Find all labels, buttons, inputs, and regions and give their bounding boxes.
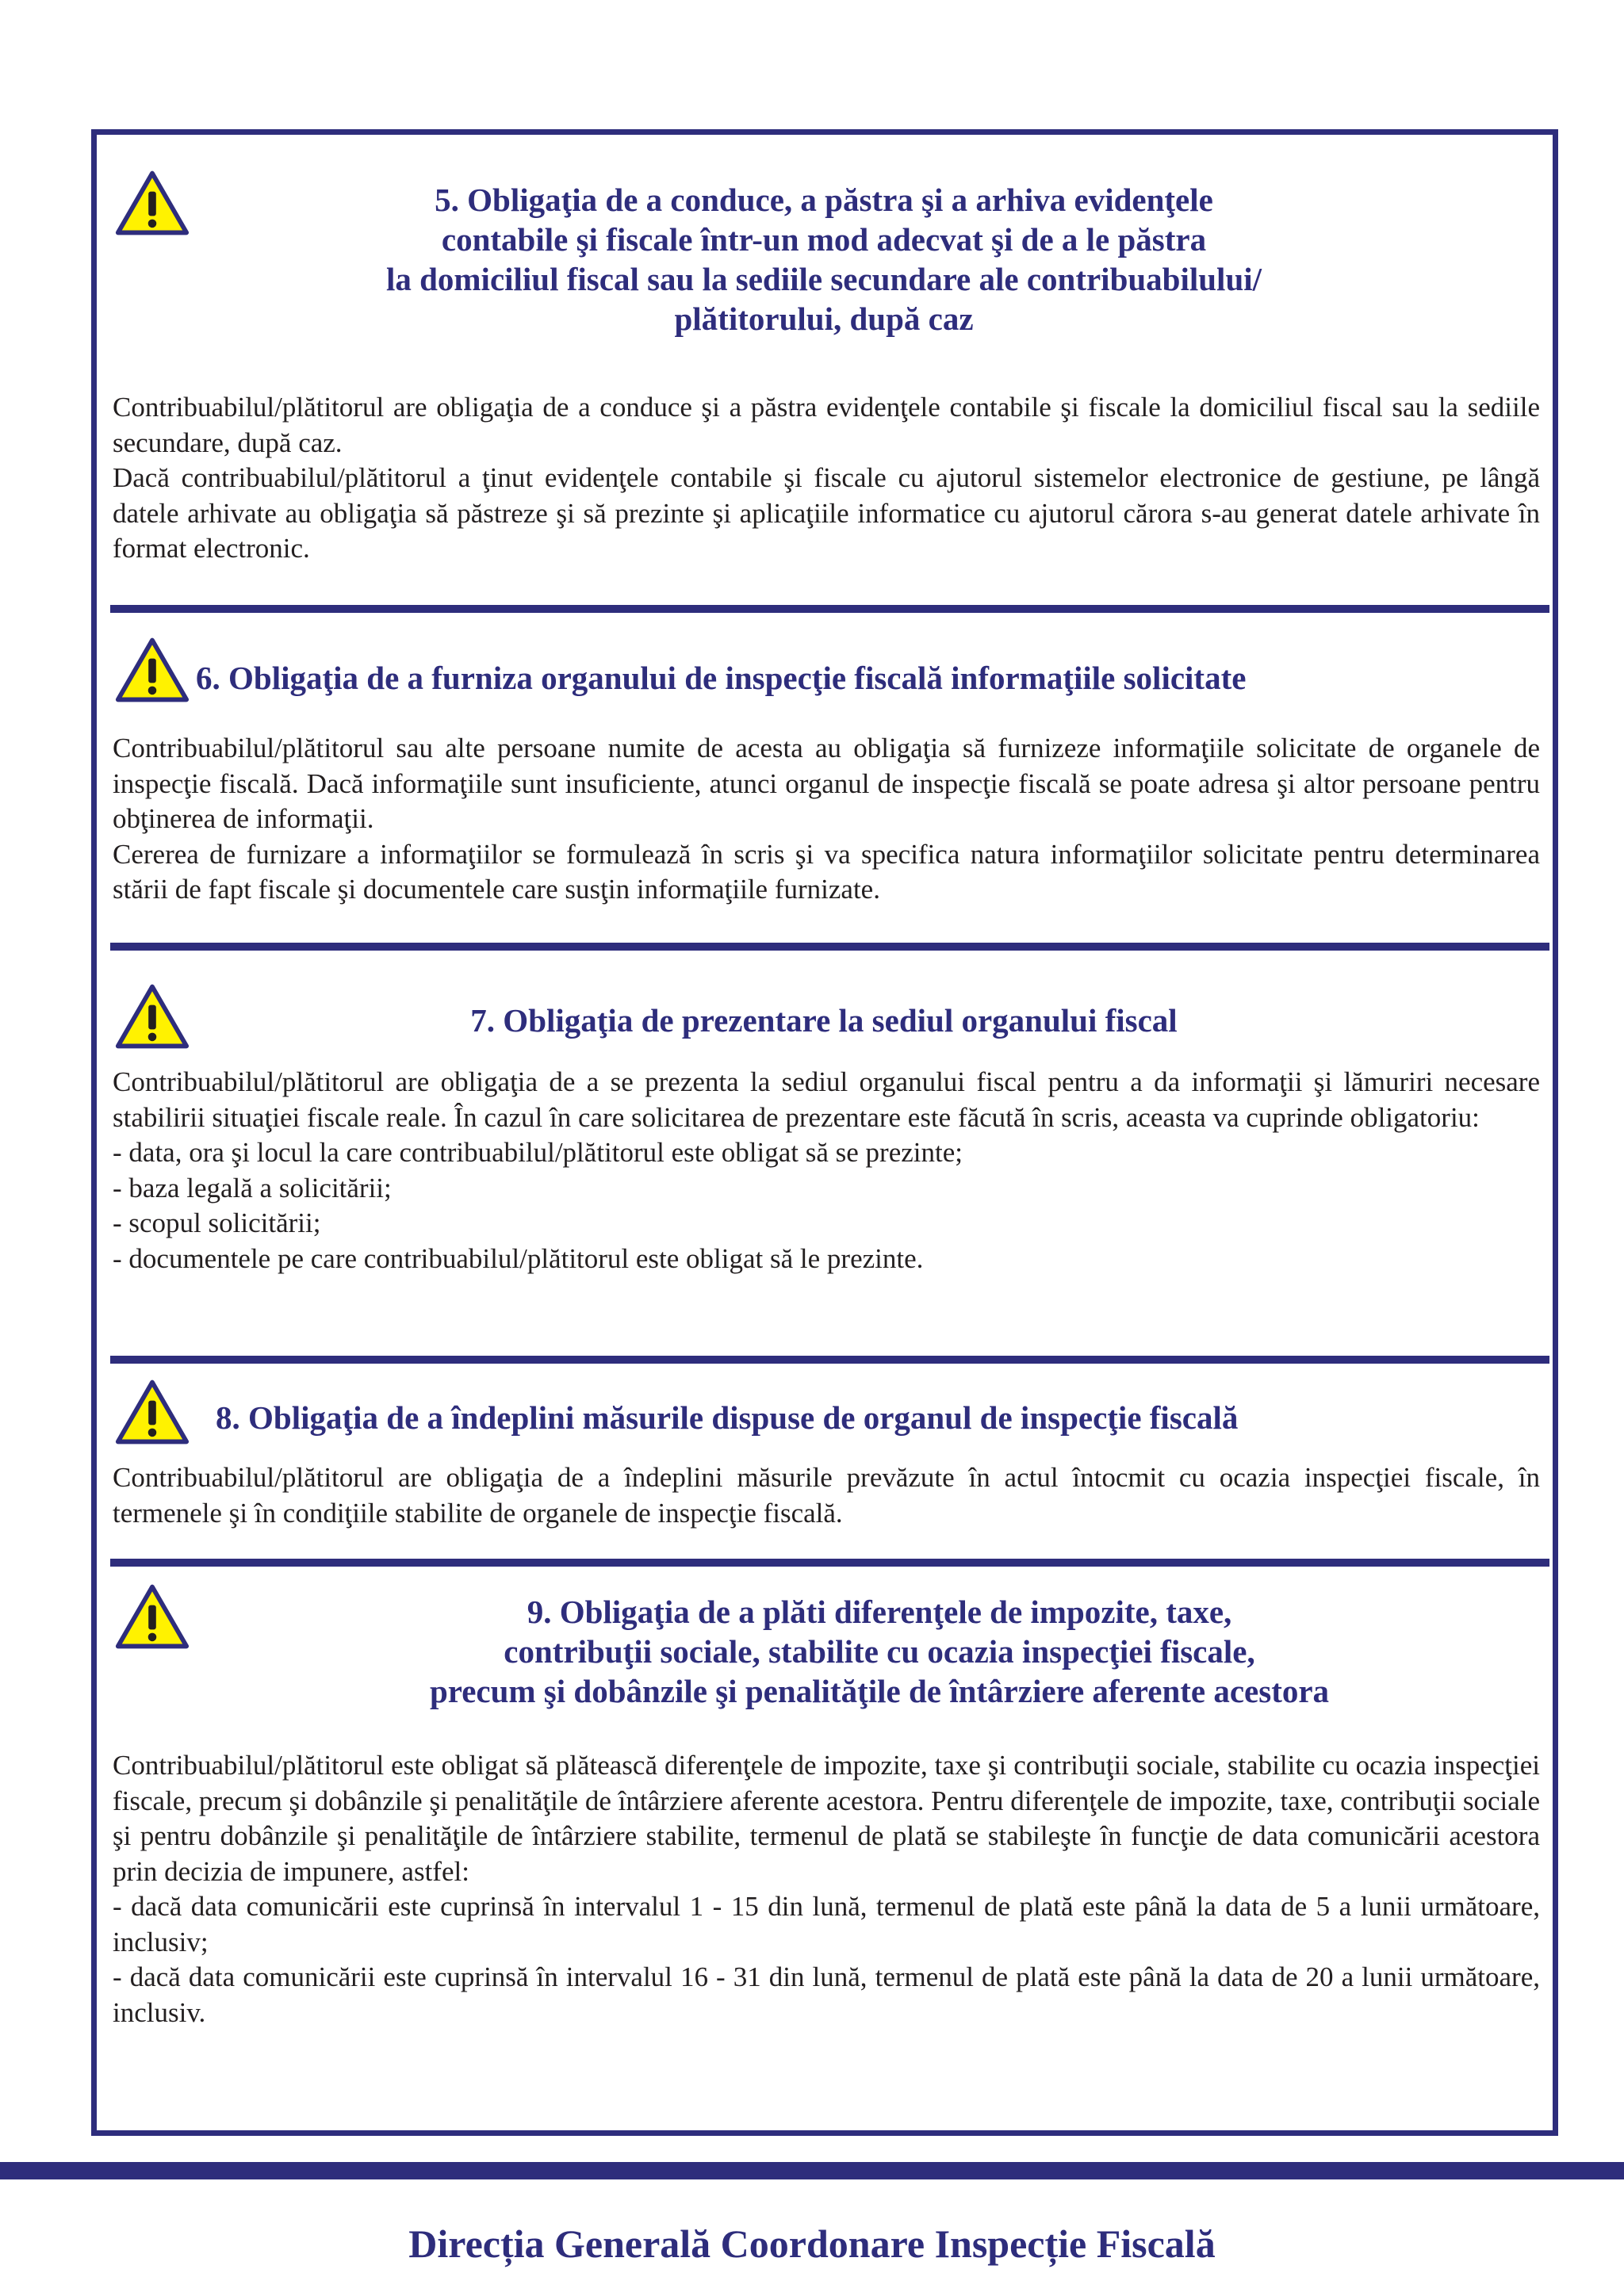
section-5-title [192, 180, 1456, 339]
paragraph: Cererea de furnizare a informaţiilor se formulează în scris şi va specifica natura informaţiilor solicitate pentru determinarea stării de fapt fiscale şi documentele care susţin informaţiile furnizate. [113, 838, 1540, 905]
paragraph: Dacă contribuabilul/plătitorul a ţinut evidenţele contabile şi fiscale cu ajutorul sistemelor electronice de gestiune, pe lângă datele arhivate au obligaţia să păstreze şi să prezinte şi aplicaţiile informatice cu ajutorul cărora s-au generat datele arhivate în format electronic. [113, 462, 1540, 564]
title-line: contabile şi fiscale într-un mod adecvat şi de a le păstra [441, 221, 1207, 258]
paragraph: - dacă data comunicării este cuprinsă în intervalul 16 - 31 din lună, termenul de plată este până la data de 20 a lunii următoare, inclusiv. [113, 1961, 1540, 2028]
section-6-title [196, 658, 1544, 698]
warning-icon [114, 1582, 190, 1651]
warning-icon [114, 1377, 190, 1447]
title-line: 5. Obligaţia de a conduce, a păstra şi a arhiva evidenţele [435, 182, 1213, 218]
section-6-body [113, 731, 1540, 908]
section-5-body [113, 390, 1540, 567]
title-line: 8. Obligaţia de a îndeplini măsurile dispuse de organul de inspecţie fiscală [216, 1399, 1239, 1436]
paragraph: Contribuabilul/plătitorul sau alte persoane numite de acesta au obligaţia să furnizeze informaţiile solicitate de organele de inspecţie fiscală. Dacă informaţiile sunt insuficiente, atunci organul de inspecţie fiscală se poate adresa şi altor persoane pentru obţinerea de informaţii. [113, 733, 1540, 834]
list-item: - baza legală a solicitării; [113, 1172, 392, 1203]
section-7-title [192, 1001, 1456, 1040]
section-divider [110, 1559, 1549, 1567]
footer-title: Direcția Generală Coordonare Inspecție Fiscală [408, 2221, 1216, 2266]
title-line: precum şi dobânzile şi penalităţile de întârziere aferente acestora [429, 1673, 1330, 1709]
section-8-title [216, 1398, 1548, 1437]
document-frame [91, 129, 1558, 2136]
warning-icon [114, 982, 190, 1051]
title-line: contribuţii sociale, stabilite cu ocazia inspecţiei fiscale, [504, 1633, 1255, 1670]
section-8-body [113, 1460, 1540, 1531]
section-9-title [208, 1592, 1551, 1711]
paragraph: - dacă data comunicării este cuprinsă în intervalul 1 - 15 din lună, termenul de plată este până la data de 5 a lunii următoare, inclusiv; [113, 1891, 1540, 1957]
section-divider [110, 943, 1549, 951]
title-line: 6. Obligaţia de a furniza organului de inspecţie fiscală informaţiile solicitate [196, 660, 1247, 696]
title-line: la domiciliul fiscal sau la sediile secundare ale contribuabilului/ [385, 261, 1262, 297]
footer-bar [0, 2162, 1624, 2179]
section-7-body [113, 1065, 1540, 1276]
warning-icon [114, 635, 190, 705]
paragraph: Contribuabilul/plătitorul are obligaţia de a conduce şi a păstra evidenţele contabile şi fiscale la domiciliul fiscal sau la sediile secundare, după caz. [113, 392, 1540, 458]
title-line: 7. Obligaţia de prezentare la sediul organului fiscal [470, 1002, 1178, 1039]
section-divider [110, 1356, 1549, 1364]
paragraph: Contribuabilul/plătitorul este obligat să plătească diferenţele de impozite, taxe şi contribuţii sociale, stabilite cu ocazia inspecţiei fiscale, precum şi dobânzile şi penalităţile de întârziere aferente acestora. Pentru diferenţele de impozite, taxe, contribuţii sociale şi pentru dobânzile şi penalităţile de întârziere stabilite, termenul de plată se stabileşte în funcţie de data comunicării acestora prin decizia de impunere, astfel: [113, 1750, 1540, 1887]
warning-icon [114, 168, 190, 238]
list-item: - data, ora şi locul la care contribuabilul/plătitorul este obligat să se prezinte; [113, 1137, 963, 1168]
title-line: 9. Obligaţia de a plăti diferenţele de impozite, taxe, [527, 1594, 1232, 1630]
title-line: plătitorului, după caz [674, 300, 974, 337]
paragraph: Contribuabilul/plătitorul are obligaţia de a se prezenta la sediul organului fiscal pentru a da informaţii şi lămuriri necesare stabilirii situaţiei fiscale reale. În cazul în care solicitarea de prezentare este făcută în scris, aceasta va cuprinde obligatoriu: [113, 1066, 1540, 1133]
paragraph: Contribuabilul/plătitorul are obligaţia de a îndeplini măsurile prevăzute în actul întocmit cu ocazia inspecţiei fiscale, în termenele şi în condiţiile stabilite de organele de inspecţie fiscală. [113, 1462, 1540, 1529]
section-divider [110, 605, 1549, 613]
list-item: - documentele pe care contribuabilul/plătitorul este obligat să le prezinte. [113, 1242, 924, 1274]
list-item: - scopul solicitării; [113, 1207, 321, 1238]
section-9-body [113, 1748, 1540, 2030]
